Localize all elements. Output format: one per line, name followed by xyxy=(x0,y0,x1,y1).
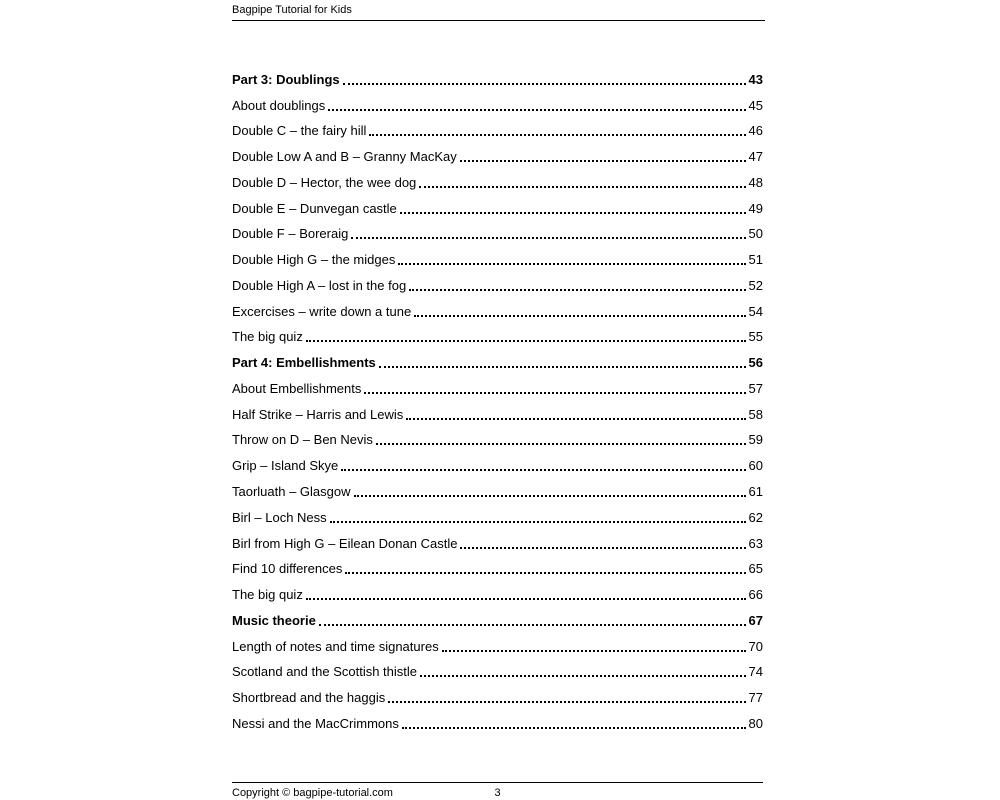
footer-page-number: 3 xyxy=(494,787,501,799)
toc-entry-page: 46 xyxy=(748,123,763,139)
toc-entry-page: 77 xyxy=(748,690,763,706)
page-footer xyxy=(232,782,763,799)
toc-leader-dots xyxy=(354,495,746,497)
toc-leader-dots xyxy=(388,701,745,703)
toc-entry xyxy=(232,710,763,736)
toc-entry-page: 65 xyxy=(748,561,763,577)
toc-entry-page: 80 xyxy=(748,715,763,731)
toc-leader-dots xyxy=(341,469,745,471)
toc-entry xyxy=(232,659,763,685)
toc-entry-title: About doublings xyxy=(232,97,326,113)
toc-entry xyxy=(232,401,763,427)
toc-entry-page: 74 xyxy=(748,664,763,680)
toc-entry xyxy=(232,349,763,375)
toc-entry-title: Scotland and the Scottish thistle xyxy=(232,664,418,680)
toc-leader-dots xyxy=(369,134,745,136)
toc-entry-title: Nessi and the MacCrimmons xyxy=(232,715,399,731)
toc-entry-page: 61 xyxy=(748,484,763,500)
toc-leader-dots xyxy=(414,315,745,317)
toc-leader-dots xyxy=(364,392,745,394)
toc-entry-title: The big quiz xyxy=(232,329,303,345)
toc-entry-page: 51 xyxy=(748,252,763,268)
toc-entry xyxy=(232,375,763,401)
table-of-contents xyxy=(232,66,763,736)
toc-entry-title: Taorluath – Glasgow xyxy=(232,484,351,500)
toc-entry-page: 67 xyxy=(748,612,763,628)
toc-entry-title: Part 4: Embellishments xyxy=(232,355,376,371)
toc-leader-dots xyxy=(419,186,745,188)
toc-leader-dots xyxy=(345,572,745,574)
toc-entry-page: 52 xyxy=(748,277,763,293)
toc-entry-title: Double High A – lost in the fog xyxy=(232,277,407,293)
toc-entry xyxy=(232,556,763,582)
toc-entry xyxy=(232,118,763,144)
toc-entry-title: The big quiz xyxy=(232,587,303,603)
toc-leader-dots xyxy=(351,237,745,239)
toc-entry xyxy=(232,221,763,247)
toc-entry-title: Double E – Dunvegan castle xyxy=(232,200,397,216)
toc-entry-page: 57 xyxy=(748,380,763,396)
toc-entry xyxy=(232,272,763,298)
toc-leader-dots xyxy=(328,109,745,111)
toc-leader-dots xyxy=(406,418,745,420)
toc-entry xyxy=(232,504,763,530)
toc-entry-title: Throw on D – Ben Nevis xyxy=(232,432,373,448)
toc-leader-dots xyxy=(460,547,745,549)
toc-entry xyxy=(232,246,763,272)
toc-entry-page: 56 xyxy=(748,355,763,371)
toc-entry-title: Birl – Loch Ness xyxy=(232,509,327,525)
toc-entry xyxy=(232,298,763,324)
toc-entry xyxy=(232,684,763,710)
toc-leader-dots xyxy=(402,727,746,729)
toc-leader-dots xyxy=(442,650,746,652)
toc-leader-dots xyxy=(409,289,745,291)
toc-entry-page: 60 xyxy=(748,458,763,474)
toc-entry xyxy=(232,92,763,118)
toc-entry xyxy=(232,607,763,633)
toc-entry xyxy=(232,452,763,478)
toc-entry-page: 54 xyxy=(748,303,763,319)
toc-entry-title: Double Low A and B – Granny MacKay xyxy=(232,149,457,165)
toc-entry-page: 66 xyxy=(748,587,763,603)
toc-entry xyxy=(232,581,763,607)
toc-entry-title: Double D – Hector, the wee dog xyxy=(232,174,417,190)
toc-entry-title: Birl from High G – Eilean Donan Castle xyxy=(232,535,458,551)
toc-leader-dots xyxy=(343,83,746,85)
toc-entry-title: Find 10 differences xyxy=(232,561,343,577)
page-header xyxy=(232,0,765,21)
toc-leader-dots xyxy=(376,443,746,445)
toc-entry-page: 59 xyxy=(748,432,763,448)
toc-entry xyxy=(232,478,763,504)
toc-entry-page: 48 xyxy=(748,174,763,190)
toc-entry-title: Grip – Island Skye xyxy=(232,458,339,474)
toc-entry-page: 49 xyxy=(748,200,763,216)
toc-leader-dots xyxy=(420,675,746,677)
footer-copyright: Copyright © bagpipe-tutorial.com xyxy=(232,787,393,799)
toc-leader-dots xyxy=(400,212,746,214)
toc-entry xyxy=(232,633,763,659)
toc-entry-title: Half Strike – Harris and Lewis xyxy=(232,406,404,422)
toc-entry-page: 62 xyxy=(748,509,763,525)
toc-entry-title: About Embellishments xyxy=(232,380,362,396)
toc-entry-title: Part 3: Doublings xyxy=(232,71,340,87)
toc-entry xyxy=(232,143,763,169)
toc-entry-page: 70 xyxy=(748,638,763,654)
toc-entry-title: Length of notes and time signatures xyxy=(232,638,439,654)
toc-entry xyxy=(232,66,763,92)
toc-leader-dots xyxy=(306,340,746,342)
toc-entry xyxy=(232,195,763,221)
toc-entry-page: 45 xyxy=(748,97,763,113)
toc-leader-dots xyxy=(398,263,745,265)
toc-entry-page: 63 xyxy=(748,535,763,551)
toc-entry-title: Double C – the fairy hill xyxy=(232,123,367,139)
toc-entry-page: 58 xyxy=(748,406,763,422)
toc-leader-dots xyxy=(460,160,746,162)
toc-entry-title: Excercises – write down a tune xyxy=(232,303,412,319)
toc-entry-page: 43 xyxy=(748,71,763,87)
toc-entry-title: Shortbread and the haggis xyxy=(232,690,386,706)
toc-entry-page: 50 xyxy=(748,226,763,242)
header-title: Bagpipe Tutorial for Kids xyxy=(232,4,352,16)
toc-entry-title: Double High G – the midges xyxy=(232,252,396,268)
toc-entry-title: Music theorie xyxy=(232,612,316,628)
toc-entry-page: 47 xyxy=(748,149,763,165)
toc-entry xyxy=(232,169,763,195)
toc-leader-dots xyxy=(306,598,746,600)
toc-entry-page: 55 xyxy=(748,329,763,345)
toc-leader-dots xyxy=(379,366,746,368)
toc-leader-dots xyxy=(319,624,746,626)
toc-leader-dots xyxy=(330,521,746,523)
toc-entry-title: Double F – Boreraig xyxy=(232,226,349,242)
toc-entry xyxy=(232,427,763,453)
toc-entry xyxy=(232,530,763,556)
toc-entry xyxy=(232,324,763,350)
